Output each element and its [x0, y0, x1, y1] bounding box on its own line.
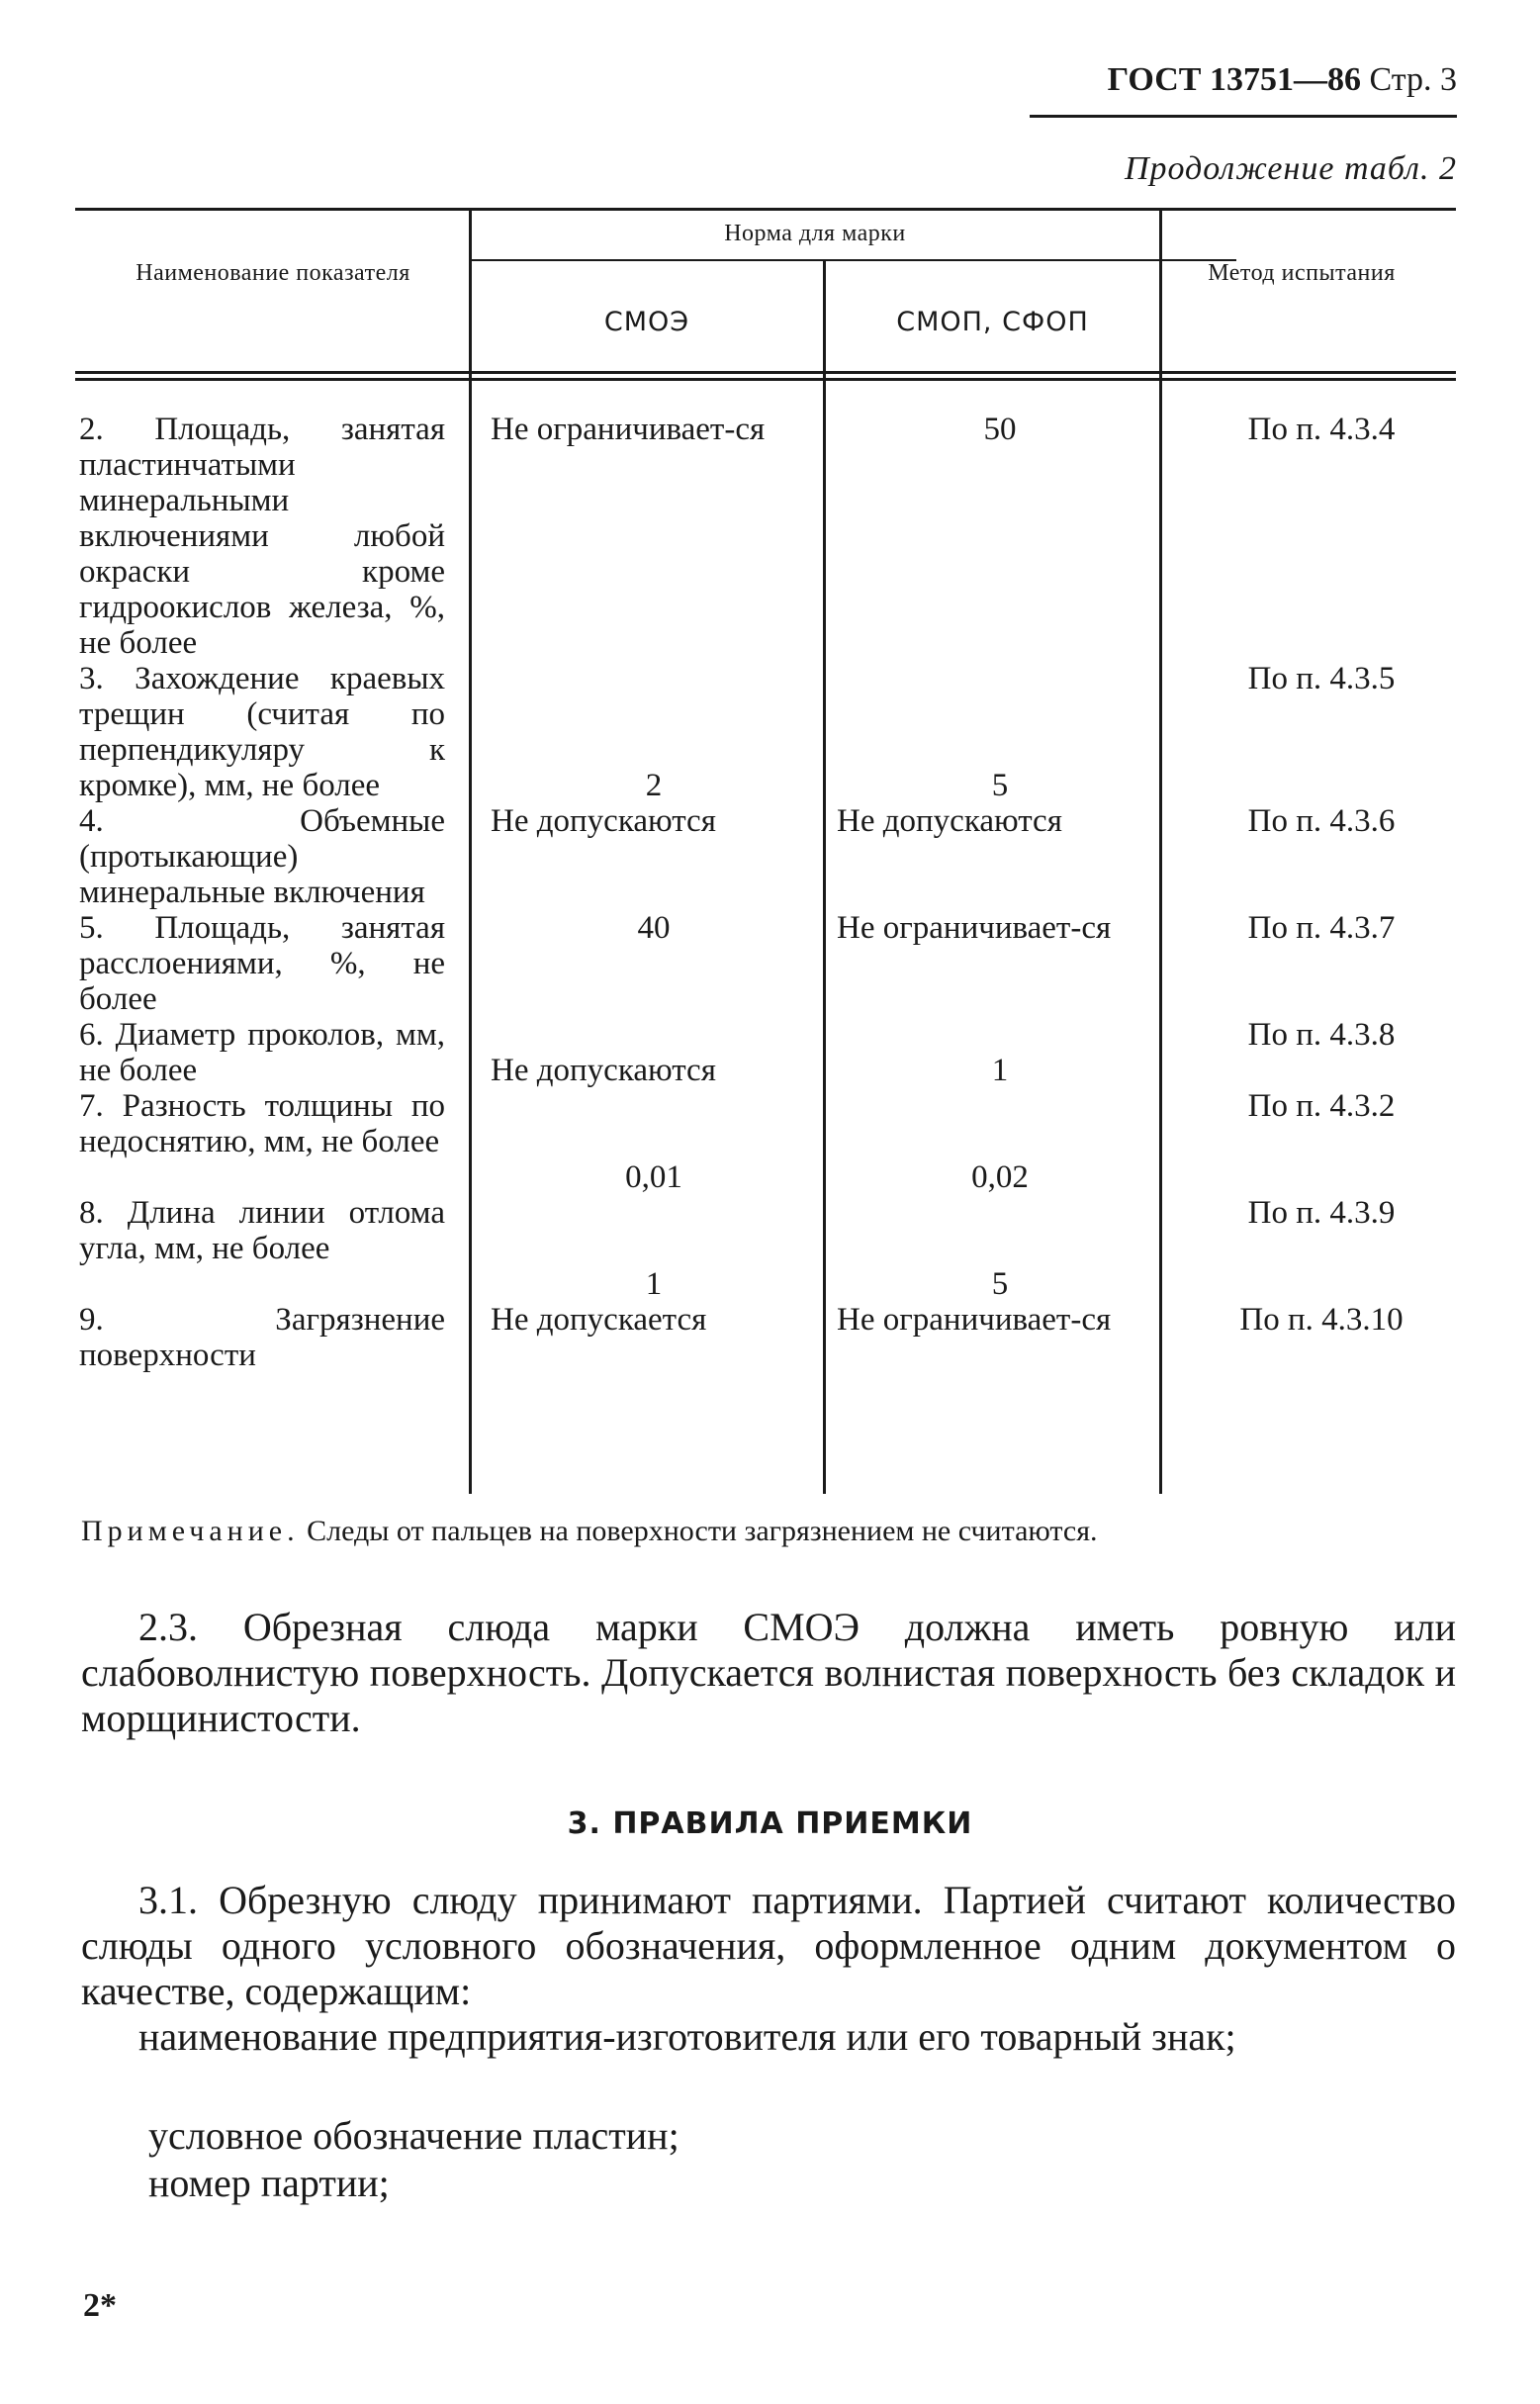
header-bottom-rule-2: [75, 378, 1456, 381]
row-smoe: Не допускаются: [491, 803, 716, 839]
header-smop: СМОП, СФОП: [896, 307, 1089, 337]
row-method: По п. 4.3.8: [1247, 1017, 1396, 1053]
row-smoe: 1: [645, 1266, 663, 1302]
table-top-rule: [75, 208, 1456, 211]
row-smoe: 40: [637, 910, 671, 946]
signature-mark: 2*: [83, 2287, 117, 2324]
row-smoe: Не ограничивает-ся: [491, 412, 766, 447]
row-name: 6. Диаметр проколов, мм, не более: [79, 1017, 445, 1088]
row-smop: 5: [991, 1266, 1009, 1302]
row-smop: Не допускаются: [837, 803, 1062, 839]
row-name: 3. Захождение краевых трещин (считая по перпендикуляру к кромке), мм, не более: [79, 661, 445, 803]
row-smoe: Не допускается: [491, 1302, 707, 1338]
row-smop: Не ограничивает-ся: [837, 910, 1112, 946]
row-smoe: 0,01: [625, 1159, 682, 1195]
paragraph-3-1: 3.1. Обрезную слюду принимают партиями. Партией считают количество слюды одного условного обозначения, оформленное одним документом о качестве, содержащим:: [81, 1878, 1456, 2013]
list-item: условное обозначение пластин;: [148, 2113, 679, 2158]
row-name: 2. Площадь, занятая пластинчатыми минеральными включениями любой окраски кроме гидроокислов железа, %, не более: [79, 412, 445, 661]
row-smop: Не ограничивает-ся: [837, 1302, 1112, 1338]
table-note: [81, 1514, 1456, 1549]
note-label: Примечание.: [81, 1515, 300, 1547]
row-name: 5. Площадь, занятая расслоениями, %, не более: [79, 910, 445, 1017]
paragraph-2-3: 2.3. Обрезная слюда марки СМОЭ должна иметь ровную или слабоволнистую поверхность. Допускается волнистая поверхность без складок и морщинистости.: [81, 1605, 1456, 1740]
row-method: По п. 4.3.5: [1247, 661, 1396, 696]
page-number: Стр. 3: [1369, 61, 1457, 98]
row-name: 8. Длина линии отлома угла, мм, не более: [79, 1195, 445, 1266]
row-smoe: 2: [645, 768, 663, 803]
header-bottom-rule-1: [75, 371, 1456, 374]
header-name: Наименование показателя: [136, 260, 410, 286]
row-name: 4. Объемные (протыкающие) минеральные включения: [79, 803, 445, 910]
col-divider-2: [823, 259, 826, 1494]
note-text: Следы от пальцев на поверхности загрязнением не считаются.: [299, 1515, 1098, 1547]
table-continuation-label: Продолжение табл. 2: [1124, 150, 1457, 187]
row-method: По п. 4.3.6: [1247, 803, 1396, 839]
row-method: По п. 4.3.10: [1239, 1302, 1404, 1338]
row-method: По п. 4.3.2: [1247, 1088, 1396, 1124]
header-rule: [1030, 115, 1457, 118]
list-item: номер партии;: [148, 2161, 390, 2205]
row-name: 7. Разность толщины по недоснятию, мм, не более: [79, 1088, 445, 1159]
row-name: 9. Загрязнение поверхности: [79, 1302, 445, 1373]
standard-number: ГОСТ 13751—86: [1107, 61, 1361, 98]
row-smoe: Не допускаются: [491, 1053, 716, 1088]
header-smoe: СМОЭ: [603, 307, 690, 337]
requirements-table: [75, 208, 1456, 1499]
row-method: По п. 4.3.4: [1247, 412, 1396, 447]
section-heading: 3. ПРАВИЛА ПРИЕМКИ: [567, 1806, 973, 1841]
row-smop: 5: [991, 768, 1009, 803]
row-method: По п. 4.3.9: [1247, 1195, 1396, 1231]
row-smop: 1: [991, 1053, 1009, 1088]
page-header: [1108, 61, 1457, 99]
list-item: наименование предприятия-изготовителя или его товарный знак;: [138, 2014, 1236, 2059]
header-method: Метод испытания: [1208, 260, 1396, 286]
norm-header-rule: [471, 259, 1236, 261]
header-norm: Норма для марки: [724, 221, 906, 246]
row-smop: 50: [983, 412, 1017, 447]
col-divider-1: [469, 208, 472, 1494]
row-method: По п. 4.3.7: [1247, 910, 1396, 946]
row-smop: 0,02: [971, 1159, 1029, 1195]
